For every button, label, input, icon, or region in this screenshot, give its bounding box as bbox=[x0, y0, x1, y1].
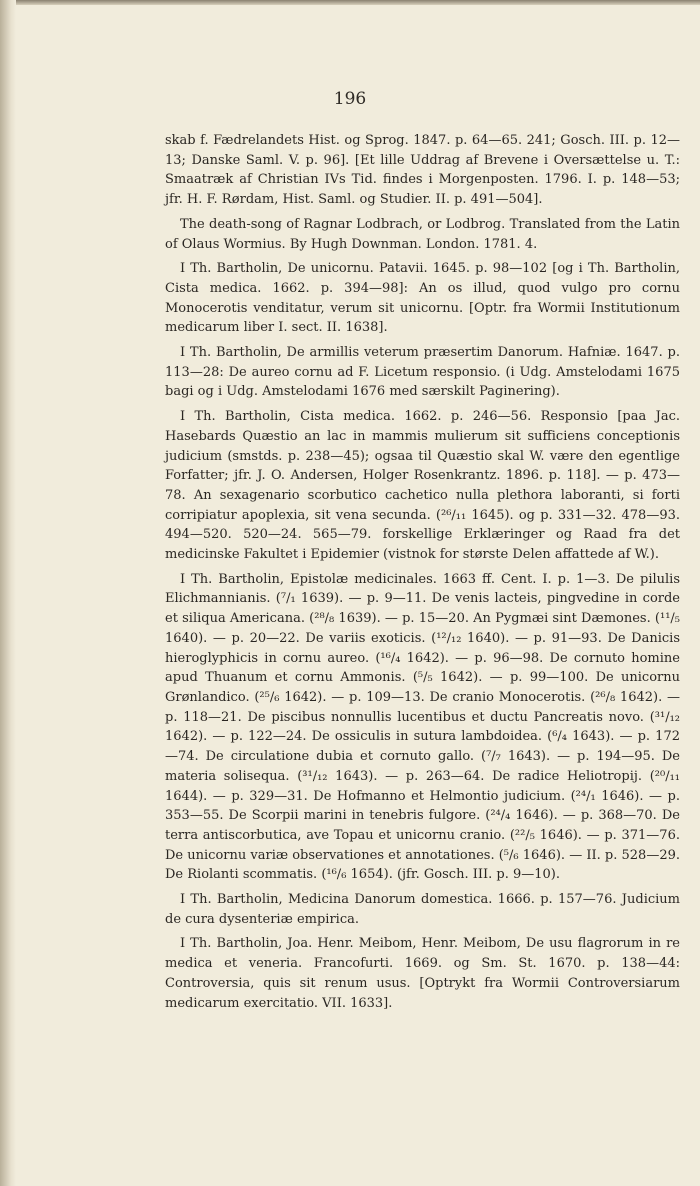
paragraph-de-usu-flagrorum: I Th. Bartholin, Joa. Henr. Meibom, Henr. Meibom, De usu flagrorum in re medica et veneria. Francofurti. 1669. og Sm. St. 1670. p. 138—44: Controversia, quis sit renum usus. [Optrykt fra Wormii Controversiarum medicarum exercitatio. VII. 1633]. bbox=[165, 936, 680, 1011]
paragraph-continued: skab f. Fædrelandets Hist. og Sprog. 1847. p. 64—65. 241; Gosch. III. p. 12—13; Danske Saml. V. p. 96]. [Et lille Uddrag af Brevene i Oversættelse u. T.: Smaatræk af Christian IVs Tid. findes i Morgenposten. 1796. I. p. 148—53; jfr. H. F. Rørdam, Hist. Saml. og Studier. II. p. 491—504]. bbox=[165, 133, 680, 208]
paragraph-de-unicornu: I Th. Bartholin, De unicornu. Patavii. 1645. p. 98—102 [og i Th. Bartholin, Cista medica. 1662. p. 394—98]: An os illud, quod vulgo pro cornu Monocerotis venditatur, verum sit unicornu. [Optr. fra Wormii Institutionum medicarum liber I. sect. II. 1638]. bbox=[165, 261, 680, 336]
page-binding-edge bbox=[0, 0, 16, 1186]
paragraph-death-song: The death-song of Ragnar Lodbrach, or Lodbrog. Translated from the Latin of Olaus Wormius. By Hugh Downman. London. 1781. 4. bbox=[165, 216, 680, 252]
page-number: 196 bbox=[333, 89, 367, 109]
paragraph-medicina-danorum: I Th. Bartholin, Medicina Danorum domestica. 1666. p. 157—76. Judicium de cura dysenteriæ empirica. bbox=[165, 892, 680, 927]
paragraph-cista-medica: I Th. Bartholin, Cista medica. 1662. p. 246—56. Responsio [paa Jac. Hasebards Quæstio an lac in mammis mulierum sit sufficiens conceptionis judicium (smstds. p. 238—45); ogsaa til Quæstio skal W. være den egentlige Forfatter; jfr. J. O. Andersen, Holger Rosenkrantz. 1896. p. 118]. — p. 473—78. An sexagenario scorbutico cachetico nulla plethora laboranti, si forti corripiatur apoplexia, sit vena secunda. (²⁶/₁₁ 1645). og p. 331—32. 478—93. 494—520. 520—24. 565—79. forskellige Erklæringer og Raad fra det medicinske Fakultet i Epidemier (vistnok for største Delen affattede af W.). bbox=[165, 409, 680, 563]
paragraph-de-armillis: I Th. Bartholin, De armillis veterum præsertim Danorum. Hafniæ. 1647. p. 113—28: De aureo cornu ad F. Licetum responsio. (i Udg. Amstelodami 1675 bagi og i Udg. Amstelodami 1676 med særskilt Paginering). bbox=[165, 345, 680, 400]
body-text bbox=[165, 131, 680, 1018]
page-top-edge bbox=[0, 0, 700, 5]
paragraph-epistolae-medicinales: I Th. Bartholin, Epistolæ medicinales. 1663 ff. Cent. I. p. 1—3. De pilulis Elichmannianis. (⁷/₁ 1639). — p. 9—11. De venis lacteis, pingvedine in corde et siliqua Americana. (²⁸/₈ 1639). — p. 15—20. An Pygmæi sint Dæmones. (¹¹/₅ 1640). — p. 20—22. De variis exoticis. (¹²/₁₂ 1640). — p. 91—93. De Danicis hieroglyphicis in cornu aureo. (¹⁶/₄ 1642). — p. 96—98. De cornuto homine apud Thuanum et cornu Ammonis. (⁵/₅ 1642). — p. 99—100. De unicornu Grønlandico. (²⁵/₆ 1642). — p. 109—13. De cranio Monocerotis. (²⁶/₈ 1642). — p. 118—21. De piscibus nonnullis lucentibus et ductu Pancreatis novo. (³¹/₁₂ 1642). — p. 122—24. De ossiculis in sutura lambdoidea. (⁶/₄ 1643). — p. 172—74. De circulatione dubia et cornuto gallo. (⁷/₇ 1643). — p. 194—95. De materia solisequa. (³¹/₁₂ 1643). — p. 263—64. De radice Heliotropij. (²⁰/₁₁ 1644). — p. 329—31. De Hofmanno et Helmontio judicium. (²⁴/₁ 1646). — p. 353—55. De Scorpii marini in tenebris fulgore. (²⁴/₄ 1646). — p. 368—70. De terra antiscorbutica, ave Topau et unicornu cranio. (²²/₅ 1646). — p. 371—76. De unicornu variæ observationes et annotationes. (⁵/₆ 1646). — II. p. 528—29. De Riolanti scommatis. (¹⁶/₆ 1654). (jfr. Gosch. III. p. 9—10). bbox=[165, 571, 680, 883]
